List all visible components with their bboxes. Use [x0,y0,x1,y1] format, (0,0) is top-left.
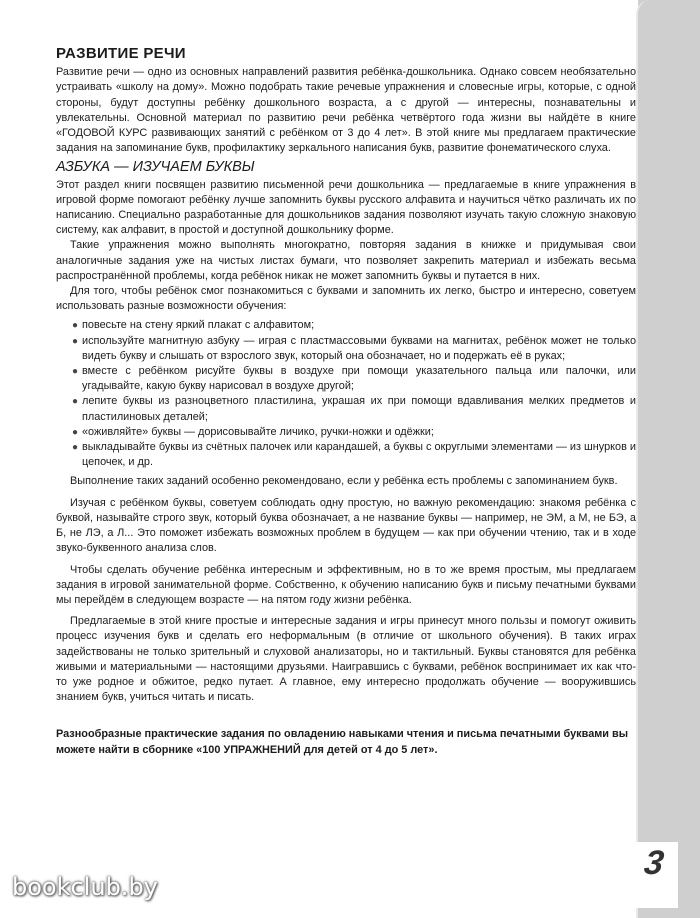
page-side-tab [638,0,700,918]
list-item-text: вместе с ребёнком рисуйте буквы в воздухе при помощи указательного пальца или палочки, или угадывайте, какую букву нарисовал в воздухе другой; [82,365,636,393]
bullet-icon: ● [72,442,79,454]
body-paragraph: Чтобы сделать обучение ребёнка интересным и эффективным, но в то же время простым, мы предлагаем задания в игровой занимательной форме. Собственно, к обучению написанию букв и письму печатными буквами мы перейдём в следующем возрасте — на пятом году жизни ребёнка. [56,563,636,606]
subsection-title: АЗБУКА — ИЗУЧАЕМ БУКВЫ [56,159,255,176]
bullet-icon: ● [72,366,79,378]
intro-paragraph: Развитие речи — одно из основных направлений развития ребёнка-дошкольника. Однако совсем необязательно устраивать «школу на дому». Можно подобрать такие речевые упражнения и словесные игры, которые, с одной стороны, будут доступны ребёнку дошкольного возраста, а с другой — интересны, познавательны и увлекательны. Основной материал по развитию речи ребёнка четвёртого года жизни вы найдёте в книге «ГОДОВОЙ КУРС развивающих занятий с ребёнком от 3 до 4 лет». В этой книге мы предлагаем практические задания на запоминание букв, профилактику зеркального написания букв, развитие фонематического слуха. [56,66,636,155]
list-item [72,318,636,333]
footnote: Разнообразные практические задания по овладению навыками чтения и письма печатными буквами вы можете найти в сборнике «100 УПРАЖНЕНИЙ для детей от 4 до 5 лет». [56,728,629,756]
list-item [72,425,636,440]
bullet-icon: ● [72,396,79,408]
section-title: РАЗВИТИЕ РЕЧИ [56,45,186,62]
body-paragraph: Выполнение таких заданий особенно рекомендовано, если у ребёнка есть проблемы с запоминанием букв. [70,475,618,488]
bullet-icon: ● [72,320,79,332]
watermark: bookclub.by [12,873,158,901]
bullet-icon: ● [72,426,79,438]
list-item [72,364,636,394]
tips-list [56,318,636,470]
page-content [56,46,636,758]
body-paragraph: Этот раздел книги посвящен развитию письменной речи дошкольника — предлагаемые в книге упражнения в игровой форме помогают ребёнку лучше запомнить буквы русского алфавита и научиться чётко различать их по написанию. Специально разработанные для дошкольников задания позволяют изучать такую сложную знаковую систему, как алфавит, в простой и доступной дошкольнику форме. [56,178,636,237]
bullet-icon: ● [72,335,79,347]
list-item-text: выкладывайте буквы из счётных палочек или карандашей, а буквы с округлыми элементами — из шнурков и цепочек, и др. [82,441,636,469]
body-paragraph: Предлагаемые в этой книге простые и интересные задания и игры принесут много пользы и помогут оживить процесс изучения букв и сделать его неформальным (в отличие от школьного обучения). В таких играх задействованы не только зрительный и слуховой анализаторы, но и тактильный. Буквы становятся для ребёнка живыми и материальными — настоящими друзьями. Наигравшись с буквами, ребёнок воспринимает их как что-то уже родное и обжитое, редко путает. А главное, ему интересно продолжать обучение — вооружившись знанием букв, учиться читать и писать. [56,615,636,704]
list-item [72,394,636,424]
list-item-text: лепите буквы из разноцветного пластилина, украшая их при помощи вдавливания мелких предметов и пластилиновых деталей; [82,395,636,423]
list-item-text: повесьте на стену яркий плакат с алфавитом; [82,319,315,332]
list-item-text: «оживляйте» буквы — дорисовывайте личико, ручки-ножки и одёжки; [82,425,434,438]
list-item-text: используйте магнитную азбуку — играя с пластмассовыми буквами на магнитах, ребёнок может не только видеть букву и слышать от взрослого звук, который она обозначает, но и подержать её в руках; [82,334,636,362]
body-paragraph: Изучая с ребёнком буквы, советуем соблюдать одну простую, но важную рекомендацию: знакомя ребёнка с буквой, называйте строго звук, который буква обозначает, а не название буквы — например, не ЭМ, а М, не БЭ, а Б, не ЛЭ, а Л... Это поможет избежать возможных проблем в будущем — как при обучении чтению, так и в ходе звуко-буквенного анализа слов. [56,496,636,555]
page-number: 3 [641,844,667,882]
list-item [72,334,636,364]
page-side-tab-edge [636,0,700,918]
body-paragraph: Такие упражнения можно выполнять многократно, повторяя задания в книжке и придумывая свои аналогичные задания уже на чистых листах бумаги, что позволяет закрепить материал и избежать весьма распространённой проблемы, когда ребёнок никак не может запомнить буквы и путается в них. [56,239,636,282]
list-item [72,440,636,470]
body-paragraph: Для того, чтобы ребёнок смог познакомиться с буквами и запомнить их легко, быстро и интересно, советуем использовать разные возможности обучения: [56,285,636,313]
